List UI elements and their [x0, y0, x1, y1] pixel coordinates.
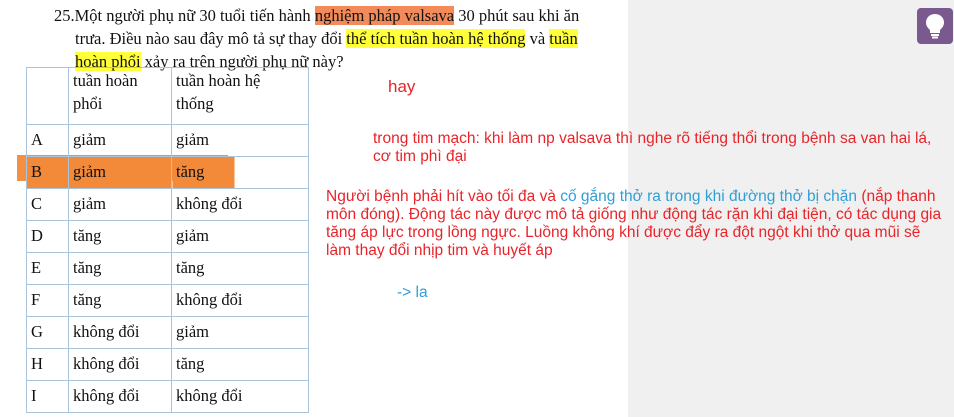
highlight-valsava: nghiệm pháp valsava — [314, 6, 455, 25]
table-row — [27, 285, 309, 317]
header-empty — [27, 68, 69, 125]
row-systemic: tăng — [172, 253, 309, 285]
comment-tim-mach: trong tim mạch: khi làm np valsava thì nghe rõ tiếng thổi trong bệnh sa van hai lá, cơ tim phì đại — [373, 130, 932, 165]
row-systemic: giảm — [172, 317, 309, 349]
table-row — [27, 381, 309, 413]
row-pulmonary: tăng — [69, 285, 172, 317]
header-pulmonary: tuần hoàn phổi — [69, 68, 172, 125]
comment-arrow-la: -> la — [397, 284, 428, 301]
row-pulmonary: tăng — [69, 253, 172, 285]
row-letter: A — [27, 125, 69, 157]
row-letter: D — [27, 221, 69, 253]
row-systemic: không đổi — [172, 285, 309, 317]
row-letter: H — [27, 349, 69, 381]
highlight-pulmonary-1: tuần — [549, 29, 578, 48]
row-letter: G — [27, 317, 69, 349]
header-systemic: tuần hoàn hệ thống — [172, 68, 309, 125]
comment-nguoi-benh: Người bệnh phải hít vào tối đa và cố gắng thở ra trong khi đường thở bị chặn (nắp thanh môn đóng). Động tác này được mô tả giống như động tác rặn khi đại tiện, có tác dụng gia tăng áp lực trong lồng ngực. Luồng không khí được đẩy ra đột ngột khi thở qua mũi sẽ làm thay đổi nhịp tim và huyết áp — [326, 188, 942, 259]
table-row — [27, 349, 309, 381]
row-systemic: tăng — [172, 349, 309, 381]
table-header-row — [27, 68, 309, 125]
highlight-systemic: thể tích tuần hoàn hệ thống — [346, 29, 526, 48]
table-row — [27, 157, 309, 189]
comment-hay: hay — [388, 77, 416, 96]
lightbulb-icon — [924, 13, 946, 39]
table-row — [27, 253, 309, 285]
table-row — [27, 221, 309, 253]
row-systemic: giảm — [172, 221, 309, 253]
row-letter: I — [27, 381, 69, 413]
hint-button[interactable] — [917, 8, 953, 44]
row-pulmonary: không đổi — [69, 317, 172, 349]
row-systemic: giảm — [172, 125, 309, 157]
row-pulmonary: tăng — [69, 221, 172, 253]
row-pulmonary: không đổi — [69, 349, 172, 381]
row-pulmonary: không đổi — [69, 381, 172, 413]
highlight-pulmonary-2: hoàn phổi — [75, 52, 141, 71]
row-systemic: tăng — [172, 157, 309, 189]
row-pulmonary: giảm — [69, 125, 172, 157]
row-letter: C — [27, 189, 69, 221]
question-text: 25.Một người phụ nữ 30 tuổi tiến hành nghiệm pháp valsava 30 phút sau khi ăn trưa. Điều nào sau đây mô tả sự thay đổi thể tích tuần hoàn hệ thống và tuần hoàn phổi xảy ra trên người phụ nữ này? — [54, 6, 580, 71]
row-systemic: không đổi — [172, 189, 309, 221]
table-row — [27, 189, 309, 221]
table-row — [27, 317, 309, 349]
row-letter: B — [27, 157, 69, 189]
row-pulmonary: giảm — [69, 157, 172, 189]
row-pulmonary: giảm — [69, 189, 172, 221]
row-systemic: không đổi — [172, 381, 309, 413]
table-row — [27, 125, 309, 157]
options-table — [26, 67, 309, 413]
row-letter: F — [27, 285, 69, 317]
row-letter: E — [27, 253, 69, 285]
question-number: 25. — [54, 6, 75, 25]
